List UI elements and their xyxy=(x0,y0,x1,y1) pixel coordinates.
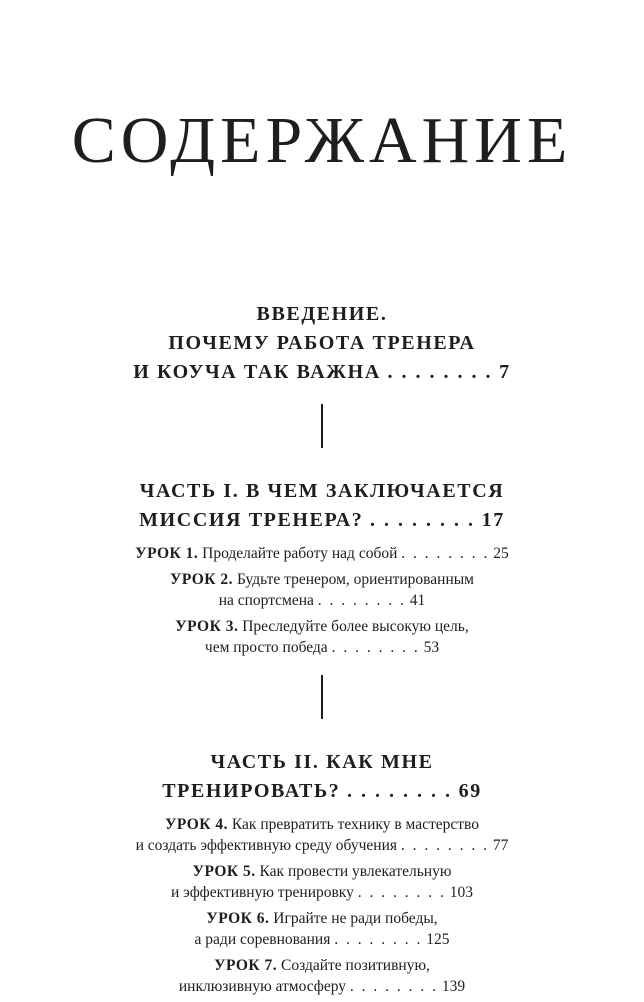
dot-leader: . . . . . . . . xyxy=(401,545,490,562)
toc-intro-line: ВВЕДЕНИЕ. xyxy=(256,303,388,325)
section-divider xyxy=(321,675,323,719)
page-number: 25 xyxy=(493,545,509,562)
toc-intro-text: И КОУЧА ТАК ВАЖНА xyxy=(133,361,381,383)
page-number: 41 xyxy=(409,592,426,609)
toc-intro[interactable] xyxy=(0,300,644,387)
lesson-title: Будьте тренером, ориентированным xyxy=(236,571,474,588)
lesson-title: Играйте не ради победы, xyxy=(273,910,438,927)
dot-leader: . . . . . . . . xyxy=(370,509,475,531)
lesson-title: Преследуйте более высокую цель, xyxy=(242,618,469,635)
dot-leader: . . . . . . . . xyxy=(347,780,452,802)
toc-lesson-5[interactable] xyxy=(0,861,644,903)
lesson-title: и эффективную тренировку xyxy=(170,884,354,901)
lesson-line xyxy=(0,569,644,590)
lesson-label: УРОК 7. xyxy=(214,957,278,974)
toc-lesson-4[interactable] xyxy=(0,814,644,856)
dot-leader: . . . . . . . . xyxy=(387,361,493,383)
lesson-title: Как превратить технику в мастерство xyxy=(231,816,479,833)
page-number: 17 xyxy=(481,509,505,531)
lesson-title: а ради соревнования xyxy=(194,931,331,948)
lesson-line xyxy=(0,814,644,835)
toc-part-line: ЧАСТЬ I. В ЧЕМ ЗАКЛЮЧАЕТСЯ xyxy=(139,480,505,502)
lesson-label: УРОК 4. xyxy=(164,816,229,833)
page-number: 53 xyxy=(423,639,440,656)
lesson-label: УРОК 5. xyxy=(192,863,256,880)
page-number: 7 xyxy=(499,361,511,383)
lesson-title: инклюзивную атмосферу xyxy=(178,978,347,995)
lesson-line xyxy=(0,637,644,658)
page-number: 139 xyxy=(441,978,466,995)
dot-leader: . . . . . . . . xyxy=(357,884,446,901)
dot-leader: . . . . . . . . xyxy=(400,837,489,854)
toc-part-text: ТРЕНИРОВАТЬ? xyxy=(162,780,341,802)
toc-intro-line: ПОЧЕМУ РАБОТА ТРЕНЕРА xyxy=(168,332,476,354)
dot-leader: . . . . . . . . xyxy=(317,592,406,609)
lesson-line xyxy=(0,835,644,856)
lesson-line xyxy=(0,976,644,997)
lesson-line xyxy=(0,616,644,637)
lesson-list xyxy=(0,543,644,658)
page-number: 103 xyxy=(449,884,473,901)
lesson-line xyxy=(0,882,644,903)
page-number: 125 xyxy=(426,931,450,948)
lesson-title: и создать эффективную среду обучения xyxy=(135,837,397,854)
toc-part-line: ЧАСТЬ II. КАК МНЕ xyxy=(210,751,434,773)
toc-part-line xyxy=(0,777,644,806)
toc-lesson-7[interactable] xyxy=(0,955,644,997)
section-divider xyxy=(321,404,323,448)
lesson-line xyxy=(0,543,644,564)
toc-lesson-2[interactable] xyxy=(0,569,644,611)
dot-leader: . . . . . . . . xyxy=(349,978,439,995)
lesson-title: на спортсмена xyxy=(218,592,314,609)
table-of-contents xyxy=(0,300,644,1002)
lesson-line xyxy=(0,955,644,976)
lesson-list xyxy=(0,814,644,997)
dot-leader: . . . . . . . . xyxy=(334,931,423,948)
lesson-label: УРОК 3. xyxy=(175,618,239,635)
toc-lesson-3[interactable] xyxy=(0,616,644,658)
toc-part-2[interactable] xyxy=(0,748,644,806)
toc-lesson-6[interactable] xyxy=(0,908,644,950)
lesson-label: УРОК 2. xyxy=(170,571,234,588)
toc-part-1[interactable] xyxy=(0,477,644,535)
lesson-title: Проделайте работу над собой xyxy=(202,545,398,562)
lesson-label: УРОК 6. xyxy=(206,910,270,927)
lesson-line xyxy=(0,590,644,611)
toc-part-line xyxy=(0,506,644,535)
toc-lesson-1[interactable] xyxy=(0,543,644,564)
page-number: 69 xyxy=(458,780,482,802)
lesson-title: Как провести увлекательную xyxy=(259,863,452,880)
lesson-line xyxy=(0,908,644,929)
lesson-line xyxy=(0,929,644,950)
dot-leader: . . . . . . . . xyxy=(331,639,420,656)
lesson-line xyxy=(0,861,644,882)
page-number: 77 xyxy=(492,837,509,854)
page-title: СОДЕРЖАНИЕ xyxy=(71,104,573,177)
toc-part-text: МИССИЯ ТРЕНЕРА? xyxy=(139,509,364,531)
lesson-title: Создайте позитивную, xyxy=(281,957,430,974)
toc-intro-line xyxy=(0,358,644,387)
lesson-title: чем просто победа xyxy=(204,639,328,656)
lesson-label: УРОК 1. xyxy=(135,545,199,562)
